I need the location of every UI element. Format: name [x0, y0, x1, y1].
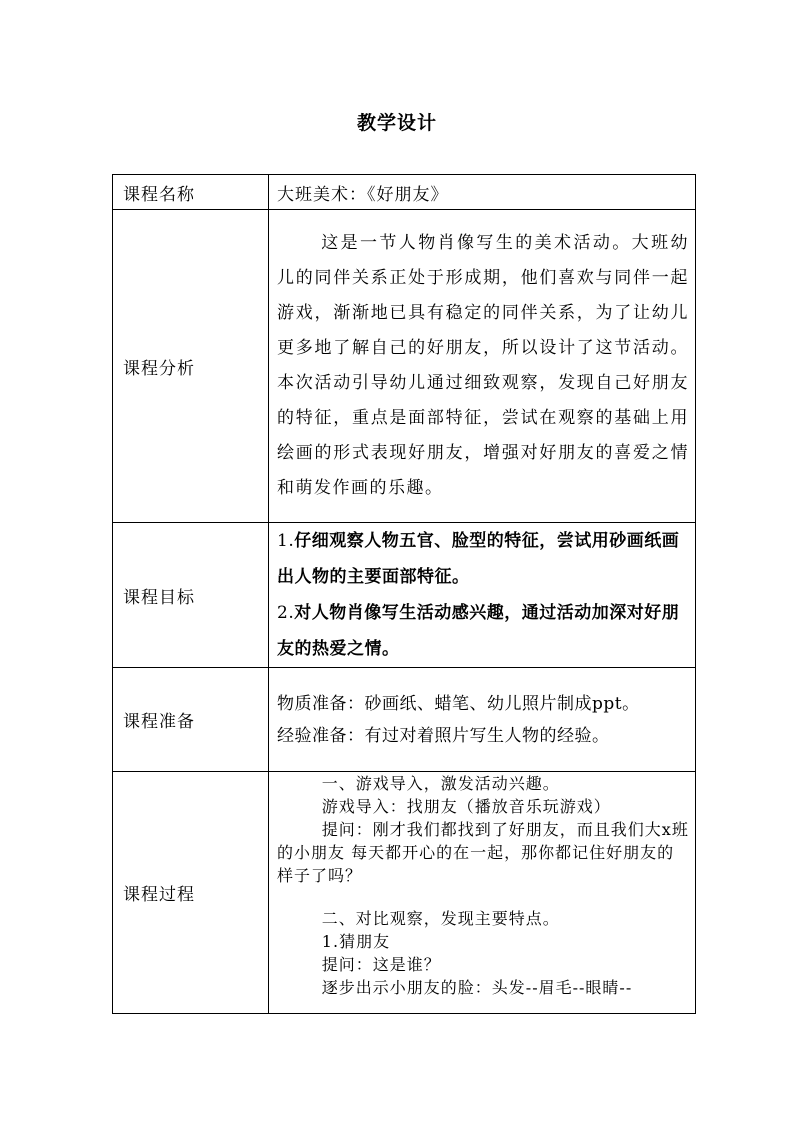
label-course-process: 课程过程 — [113, 772, 269, 1014]
goals-cell — [269, 523, 696, 668]
label-course-name: 课程名称 — [113, 175, 269, 210]
goal-text: 仔细观察人物五官、脸型的特征，尝试用砂画纸画出人物的主要面部特征。 — [277, 531, 680, 587]
row-course-process — [113, 772, 696, 1014]
analysis-text: 这是一节人物肖像写生的美术活动。大班幼儿的同伴关系正处于形成期，他们喜欢与同伴一起游戏，渐渐地已具有稳定的同伴关系，为了让幼儿更多地了解自己的好朋友，所以设计了这节活动。本次活动引导幼儿通过细致观察，发现自己好朋友的特征，重点是面部特征，尝试在观察的基础上用绘画的形式表现好朋友，增强对好朋友的喜爱之情和萌发作画的乐趣。 — [277, 233, 689, 498]
goal-item — [277, 595, 689, 667]
analysis-cell — [269, 210, 696, 523]
row-course-name — [113, 175, 696, 210]
row-course-prep — [113, 668, 696, 772]
label-course-goals: 课程目标 — [113, 523, 269, 668]
goal-number: 1. — [277, 531, 295, 551]
document-title: 教学设计 — [356, 112, 437, 134]
goal-number: 2. — [277, 603, 295, 623]
row-course-goals — [113, 523, 696, 668]
prep-material: 物质准备：砂画纸、蜡笔、幼儿照片制成ppt。 — [277, 693, 640, 714]
prep-cell — [269, 668, 696, 772]
label-course-prep: 课程准备 — [113, 668, 269, 772]
course-name-cell — [269, 175, 696, 210]
row-course-analysis — [113, 210, 696, 523]
lesson-plan-table — [112, 174, 696, 1014]
process-line: 一、游戏导入，激发活动兴趣。 — [321, 774, 560, 793]
goal-item — [277, 523, 689, 595]
prep-experience: 经验准备：有过对着照片写生人物的经验。 — [277, 725, 610, 746]
goal-text: 对人物肖像写生活动感兴趣，通过活动加深对好朋友的热爱之情。 — [277, 603, 680, 659]
process-line: 逐步出示小朋友的脸：头发--眉毛--眼睛-- — [321, 978, 633, 997]
process-line: 二、对比观察，发现主要特点。 — [321, 909, 560, 928]
label-course-analysis: 课程分析 — [113, 210, 269, 523]
process-cell — [269, 772, 696, 1014]
process-line: 提问：这是谁？ — [321, 955, 441, 974]
course-name-value: 大班美术：《好朋友》 — [277, 184, 449, 205]
process-line: 提问：刚才我们都找到了好朋友，而且我们大x班的小朋友 每天都开心的在一起，那你都记住好朋友的样子了吗？ — [277, 820, 689, 885]
process-line: 1.猜朋友 — [321, 932, 391, 951]
process-line: 游戏导入：找朋友（播放音乐玩游戏） — [321, 797, 611, 816]
